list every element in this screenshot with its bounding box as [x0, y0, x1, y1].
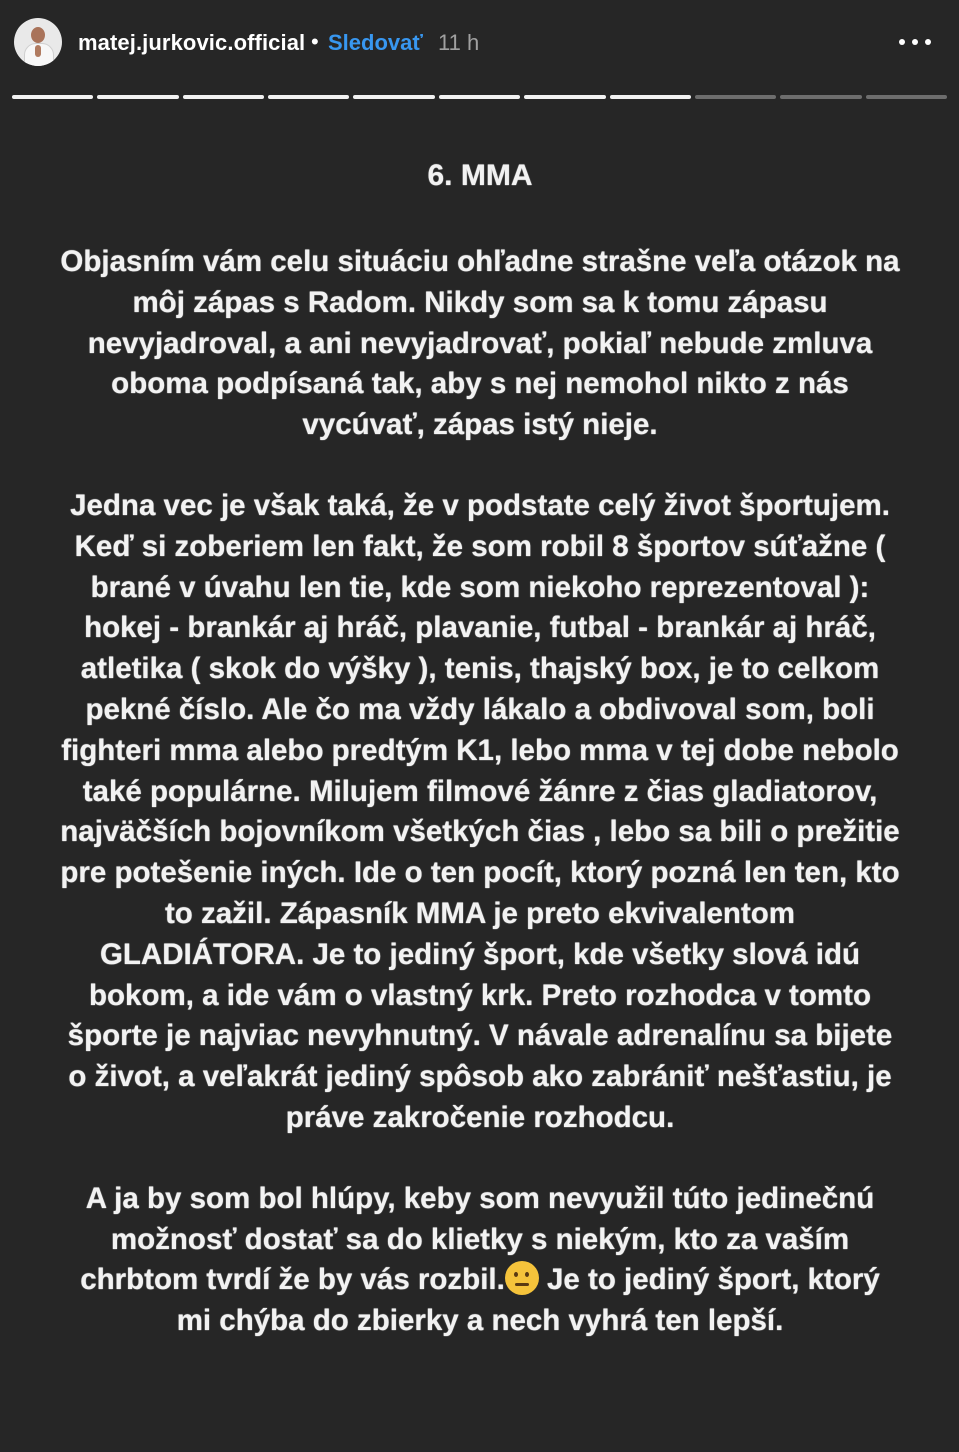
- progress-segment[interactable]: [183, 95, 264, 99]
- story-paragraph-3: [60, 1179, 900, 1342]
- user-avatar[interactable]: [14, 18, 62, 66]
- story-progress-bar: [12, 95, 947, 99]
- progress-segment[interactable]: [353, 95, 434, 99]
- more-horizontal-icon[interactable]: [895, 30, 935, 56]
- story-content: [60, 150, 900, 1342]
- progress-segment[interactable]: [97, 95, 178, 99]
- story-title: 6. MMA: [427, 159, 533, 192]
- thinking-face-emoji: [505, 1261, 539, 1295]
- post-time: 11 h: [438, 30, 480, 55]
- avatar-head: [31, 27, 45, 43]
- follow-button[interactable]: Sledovať: [328, 30, 423, 55]
- story-header: [0, 0, 959, 88]
- more-dot: [912, 39, 918, 45]
- more-dot: [899, 39, 905, 45]
- story-paragraph-3-end: Je to jediný šport, ktorý mi chýba do zbierky a nech vyhrá ten lepší.: [176, 1263, 880, 1338]
- username-link[interactable]: matej.jurkovic.official: [78, 30, 306, 55]
- story-paragraph-2: Jedna vec je však taká, že v podstate celý život športujem. Keď si zoberiem len fakt, že som robil 8 športov súťažne ( brané v úvahu len tie, kde som niekoho reprezentoval ): hokej - brankár aj hráč, plavanie, futbal - brankár aj hráč, atletika ( skok do výšky ), tenis, thajský box, je to celkom pekné číslo. Ale čo ma vždy lákalo a obdivoval som, boli fighteri mma alebo predtým K1, lebo mma v tej dobe nebolo také populárne. Milujem filmové žánre z čias gladiatorov, najväčších bojovníkom všetkých čias , lebo sa bili o prežitie pre potešenie iných. Ide o ten pocít, ktorý pozná len ten, kto to zažil. Zápasník MMA je preto ekvivalentom GLADIÁTORA. Je to jediný šport, kde všetky slová idú bokom, a ide vám o vlastný krk. Preto rozhodca v tomto športe je najviac nevyhnutný. V návale adrenalínu sa bijete o život, a veľakrát jediný spôsob ako zabrániť nešťastiu, je práve zakročenie rozhodcu.: [60, 488, 900, 1134]
- story-paragraph-1: Objasním vám celu situáciu ohľadne strašne veľa otázok na môj zápas s Radom. Nikdy som sa k tomu zápasu nevyjadroval, a ani nevyjadrovať, pokiaľ nebude zmluva oboma podpísaná tak, aby s nej nemohol nikto z nás vycúvať, zápas istý nieje.: [60, 245, 900, 442]
- story-paragraph-3-start: A ja by som bol hlúpy, keby som nevyužil túto jedinečnú možnosť dostať sa do klietky s niekým, kto za vaším chrbtom tvrdí že by vás rozbil.: [80, 1181, 875, 1297]
- progress-segment[interactable]: [268, 95, 349, 99]
- progress-segment[interactable]: [610, 95, 691, 99]
- progress-segment[interactable]: [866, 95, 947, 99]
- header-separator: •: [311, 29, 319, 54]
- more-dot: [925, 39, 931, 45]
- progress-segment[interactable]: [524, 95, 605, 99]
- progress-segment[interactable]: [780, 95, 861, 99]
- progress-segment[interactable]: [695, 95, 776, 99]
- avatar-hands: [35, 45, 41, 57]
- progress-segment[interactable]: [439, 95, 520, 99]
- progress-segment[interactable]: [12, 95, 93, 99]
